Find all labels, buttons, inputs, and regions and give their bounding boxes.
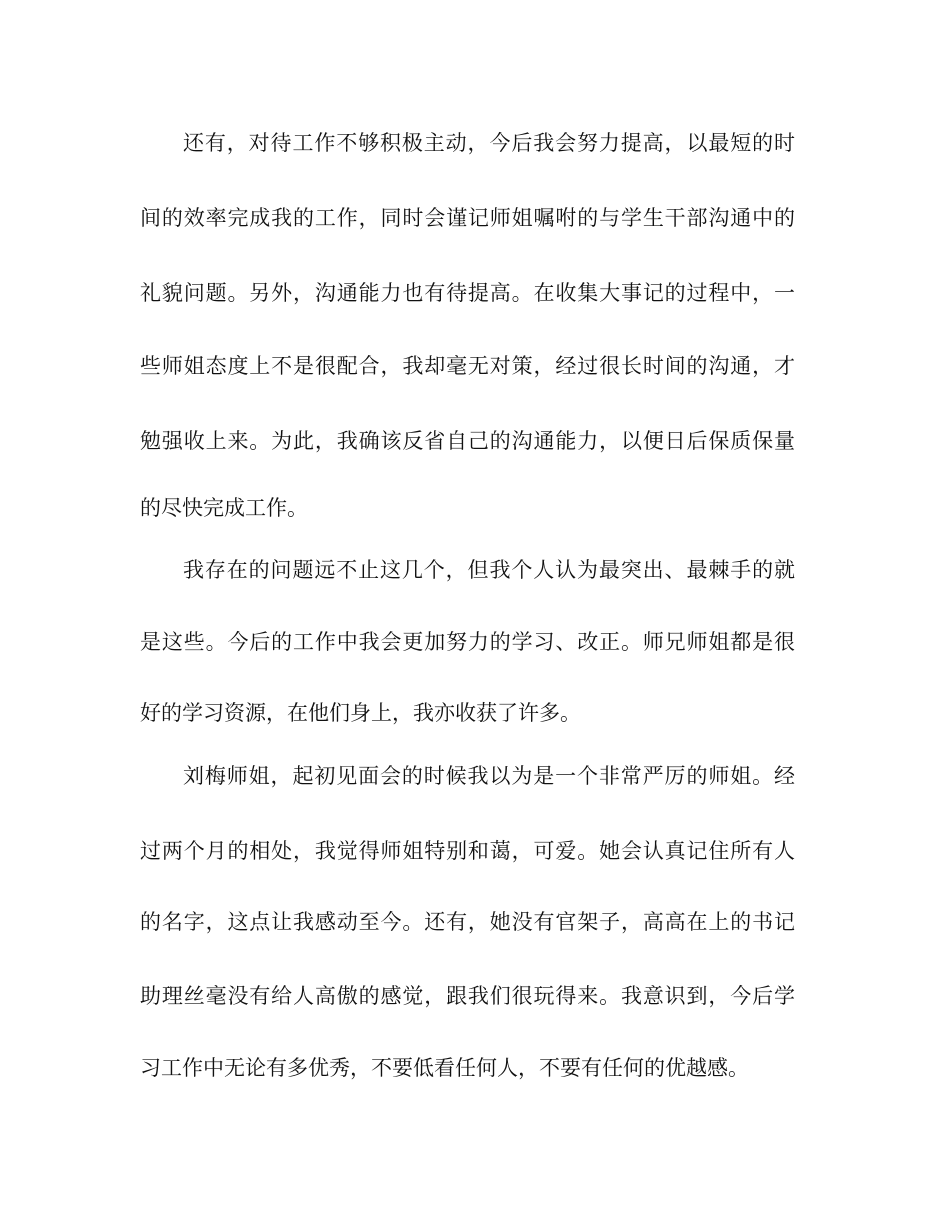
paragraph-2-line-1: 我存在的问题远不止这几个，但我个人认为最突出、最棘手的就: [183, 558, 795, 582]
paragraph-3-line-3: 的名字，这点让我感动至今。还有，她没有官架子，高高在上的书记: [140, 910, 795, 934]
paragraph-1-line-1: 还有，对待工作不够积极主动，今后我会努力提高，以最短的时: [183, 131, 795, 155]
paragraph-1-line-3: 礼貌问题。另外，沟通能力也有待提高。在收集大事记的过程中，一: [140, 281, 795, 305]
paragraph-1-line-4: 些师姐态度上不是很配合，我却毫无对策，经过很长时间的沟通，才: [140, 354, 795, 378]
paragraph-3-line-4: 助理丝毫没有给人高傲的感觉，跟我们很玩得来。我意识到，今后学: [140, 984, 795, 1008]
paragraph-3-line-2: 过两个月的相处，我觉得师姐特别和蔼，可爱。她会认真记住所有人: [140, 839, 795, 863]
paragraph-2-line-2: 是这些。今后的工作中我会更加努力的学习、改正。师兄师姐都是很: [140, 630, 795, 654]
paragraph-1-line-6: 的尽快完成工作。: [140, 496, 308, 520]
paragraph-2-line-3: 好的学习资源，在他们身上，我亦收获了许多。: [140, 701, 581, 725]
paragraph-3-line-1: 刘梅师姐，起初见面会的时候我以为是一个非常严厉的师姐。经: [183, 764, 795, 788]
paragraph-1-line-2: 间的效率完成我的工作，同时会谨记师姐嘱咐的与学生干部沟通中的: [140, 206, 795, 230]
paragraph-3-line-5: 习工作中无论有多优秀，不要低看任何人，不要有任何的优越感。: [140, 1056, 749, 1080]
paragraph-1-line-5: 勉强收上来。为此，我确该反省自己的沟通能力，以便日后保质保量: [140, 429, 795, 453]
